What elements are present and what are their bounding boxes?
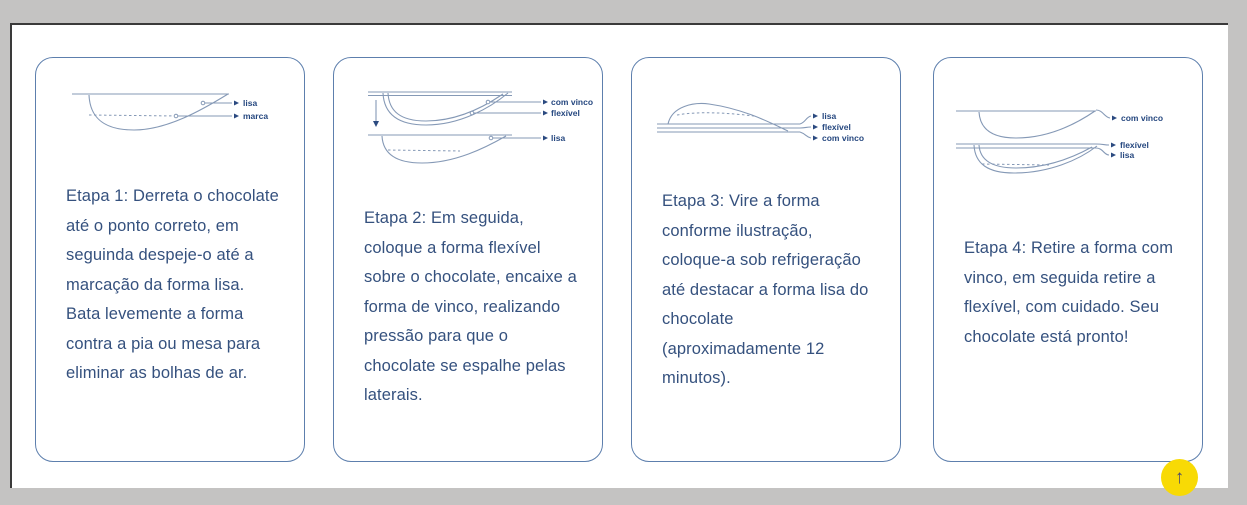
diagram-label: flexível <box>1120 140 1149 150</box>
diagram-label: lisa <box>1120 150 1135 160</box>
step-card-3 <box>631 57 901 462</box>
step-3-text: Etapa 3: Vire a forma conforme ilustração, coloque-a sob refrigeração até destacar a forma lisa do chocolate (aproximadamente 12 minutos). <box>662 192 869 387</box>
page-canvas <box>10 23 1228 488</box>
diagram-label: marca <box>243 111 269 121</box>
step-1-text: Etapa 1: Derreta o chocolate até o ponto correto, em seguinda despeje-o até a marcação da forma lisa. Bata levemente a forma contra a pia ou mesa para eliminar as bolhas de ar. <box>66 187 279 382</box>
step-4-text: Etapa 4: Retire a forma com vinco, em seguida retire a flexível, com cuidado. Seu chocolate está pronto! <box>964 239 1174 346</box>
diagram-label: com vinco <box>822 133 865 143</box>
diagram-label: com vinco <box>551 97 594 107</box>
step-card-1 <box>35 57 305 462</box>
mold-diagram-step-1 <box>62 84 312 142</box>
up-arrow-icon: ↑ <box>1174 467 1185 488</box>
diagram-label: lisa <box>243 98 258 108</box>
diagram-label: com vinco <box>1121 113 1164 123</box>
step-card-2 <box>333 57 603 462</box>
diagram-label: lisa <box>551 133 566 143</box>
diagram-label: flexível <box>822 122 851 132</box>
mold-diagram-step-4 <box>954 100 1206 184</box>
diagram-label: lisa <box>822 111 837 121</box>
back-to-top-button[interactable] <box>1161 459 1198 496</box>
diagram-label: flexível <box>551 108 580 118</box>
mold-diagram-step-2 <box>360 80 605 178</box>
step-card-4 <box>933 57 1203 462</box>
mold-diagram-step-3 <box>654 98 904 160</box>
step-2-text: Etapa 2: Em seguida, coloque a forma flexível sobre o chocolate, encaixe a forma de vinco, realizando pressão para que o chocolate se espalhe pelas laterais. <box>364 209 577 404</box>
